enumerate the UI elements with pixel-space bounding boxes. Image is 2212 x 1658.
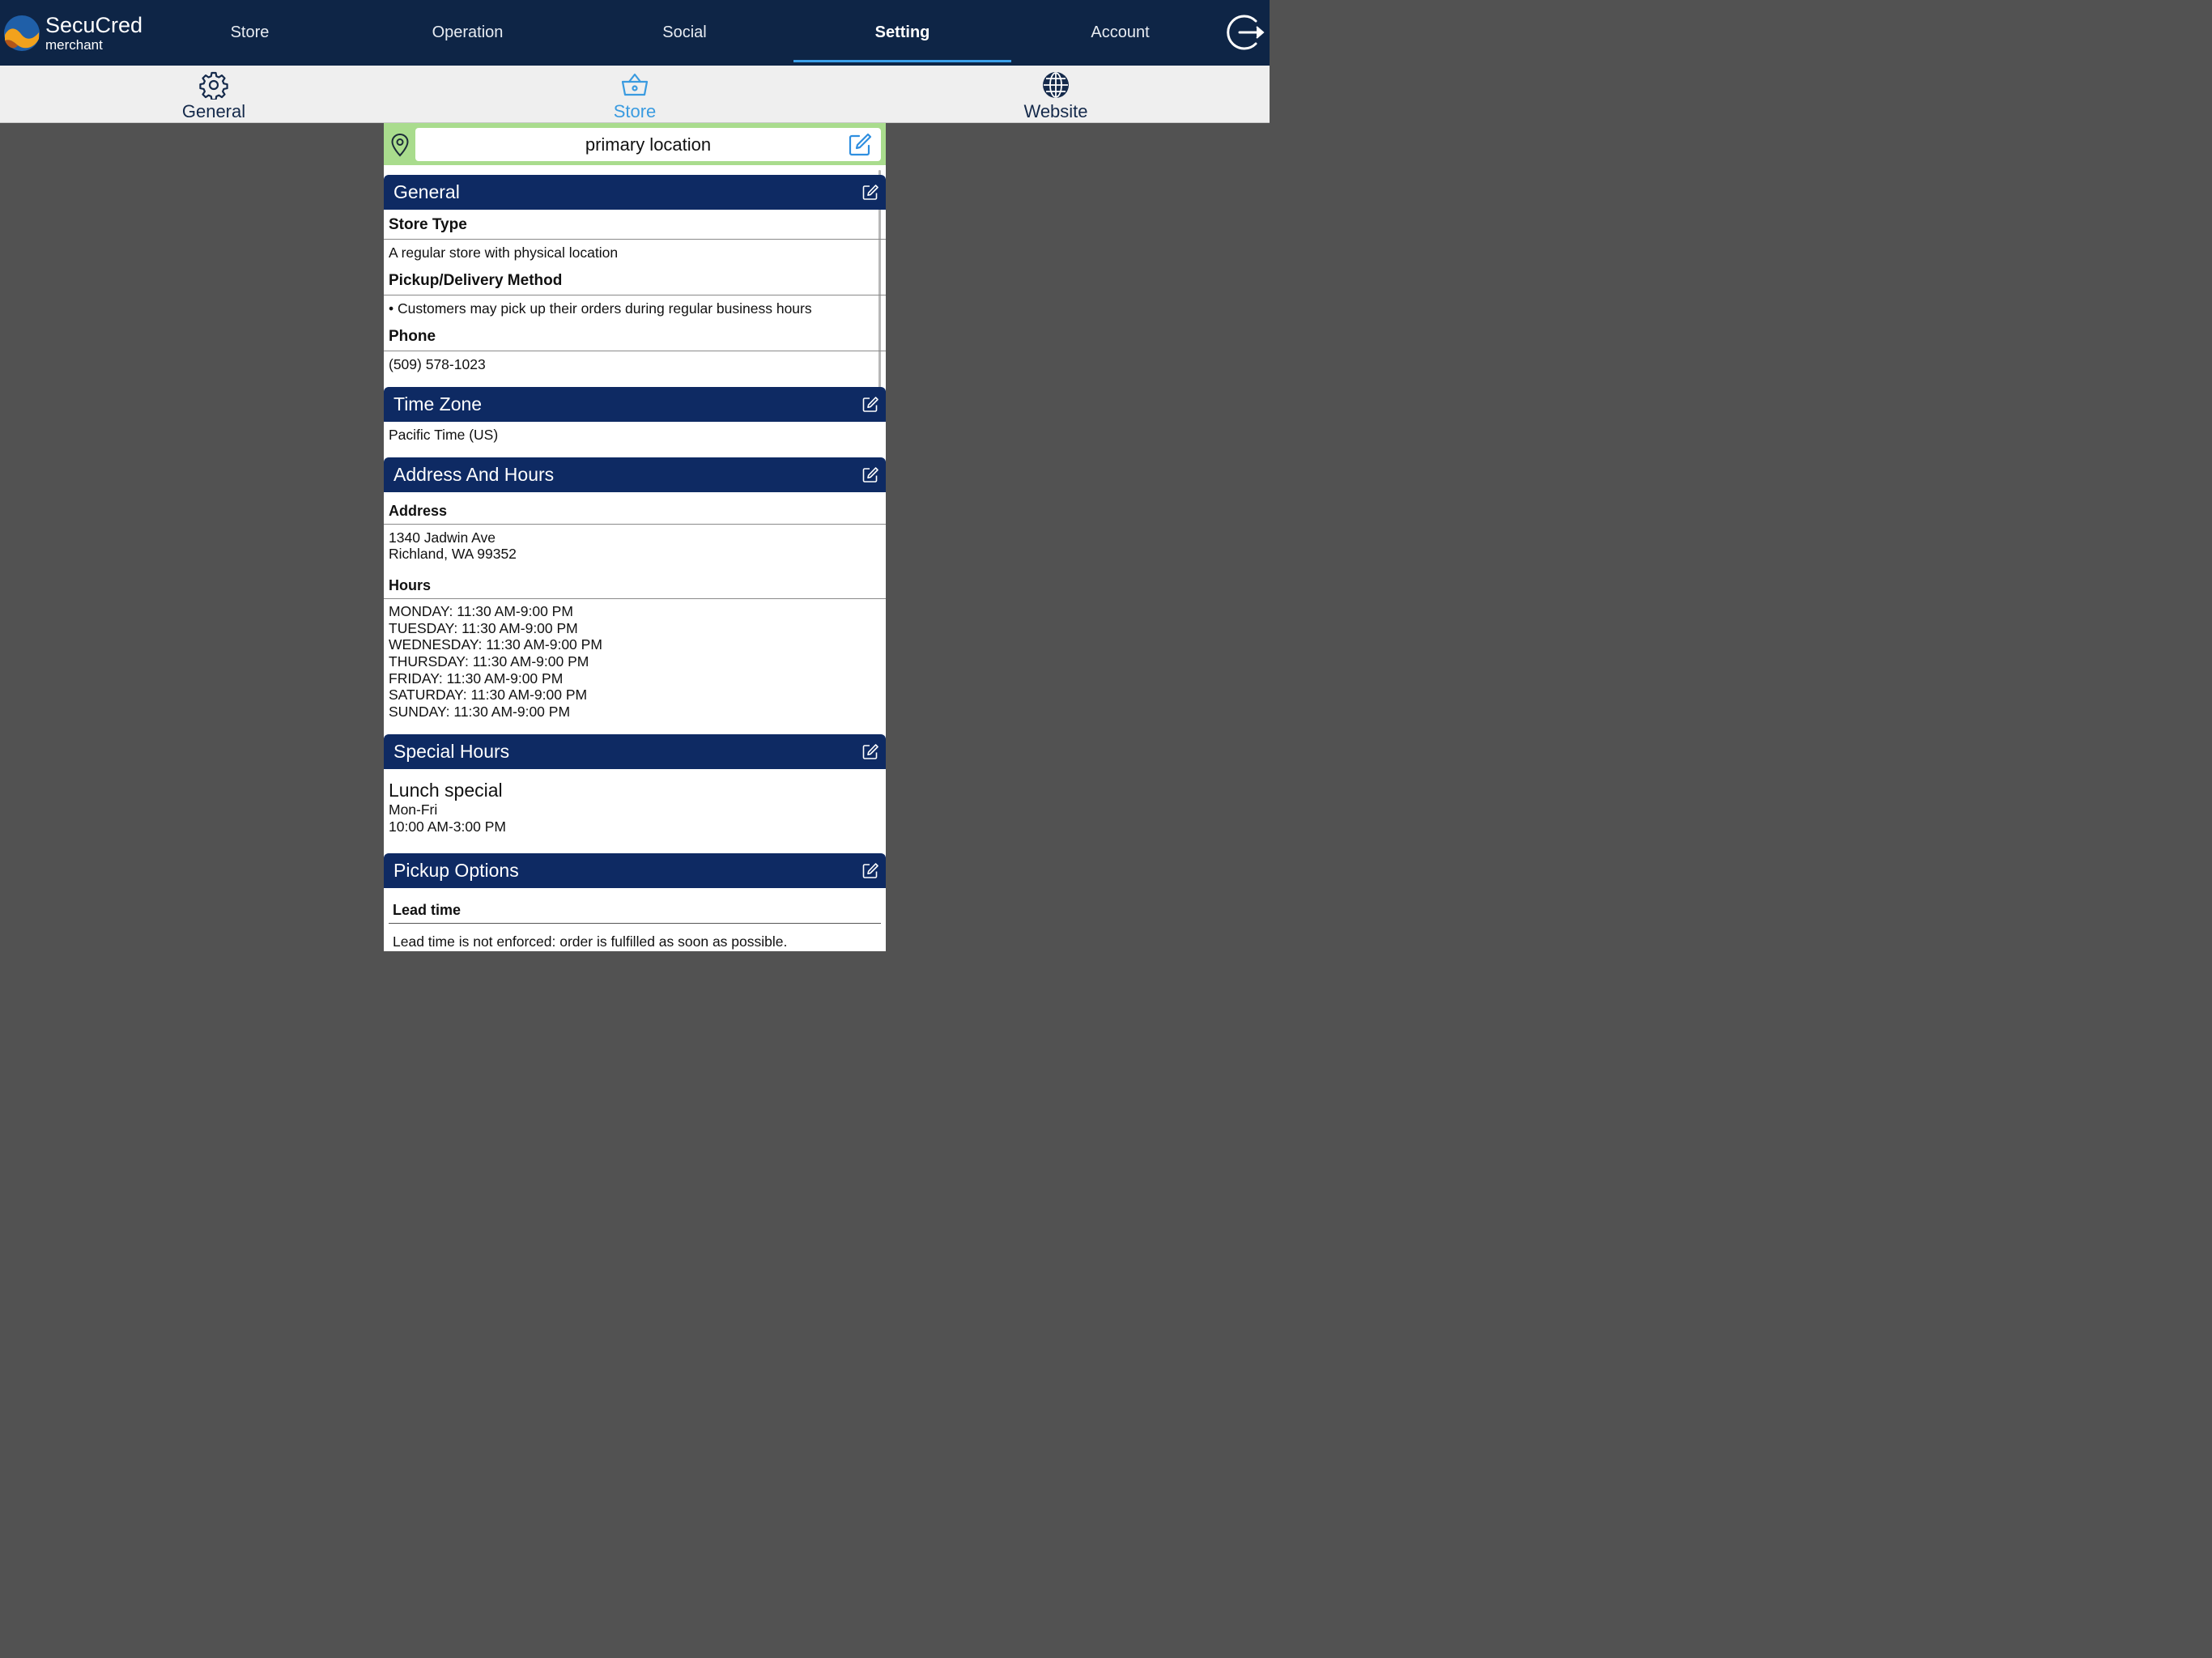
store-type-value: A regular store with physical location <box>389 244 619 261</box>
special-hours-section-title: Special Hours <box>393 741 510 762</box>
edit-address-hours-icon[interactable] <box>861 466 879 484</box>
special-hours-name: Lunch special <box>389 780 503 801</box>
gear-icon <box>199 70 228 100</box>
address-hours-section-header <box>384 457 886 492</box>
general-section-title: General <box>393 181 460 202</box>
settings-sub-navigation <box>0 66 1270 123</box>
lead-time-label: Lead time <box>389 899 881 924</box>
sub-tab-store-label: Store <box>613 101 657 121</box>
pickup-options-section-header <box>384 853 886 888</box>
sub-tab-website[interactable] <box>844 66 1267 122</box>
edit-time-zone-icon[interactable] <box>861 396 879 414</box>
top-navigation-bar <box>0 0 1270 66</box>
hours-label: Hours <box>384 574 886 599</box>
phone-label: Phone <box>384 324 886 351</box>
edit-special-hours-icon[interactable] <box>861 743 879 761</box>
store-type-label: Store Type <box>384 212 886 240</box>
location-name-field[interactable] <box>415 128 881 161</box>
globe-icon <box>1041 70 1070 100</box>
brand-name: SecuCred <box>45 13 143 37</box>
time-zone-section-title: Time Zone <box>393 393 483 414</box>
time-zone-section-header <box>384 387 886 422</box>
nav-tab-store[interactable]: Store <box>230 23 270 41</box>
hours-thursday: THURSDAY: 11:30 AM-9:00 PM <box>389 653 589 670</box>
time-zone-value: Pacific Time (US) <box>389 427 499 443</box>
address-hours-section-title: Address And Hours <box>393 464 555 485</box>
hours-friday: FRIDAY: 11:30 AM-9:00 PM <box>389 670 564 687</box>
hours-wednesday: WEDNESDAY: 11:30 AM-9:00 PM <box>389 636 602 653</box>
special-hours-section-header <box>384 734 886 769</box>
pickup-delivery-label: Pickup/Delivery Method <box>384 268 886 295</box>
nav-tab-operation[interactable]: Operation <box>432 23 504 41</box>
brand <box>45 13 143 53</box>
location-selector-bar <box>384 123 886 165</box>
logout-icon[interactable] <box>1227 14 1267 51</box>
sub-tab-general[interactable] <box>2 66 425 122</box>
edit-general-icon[interactable] <box>861 184 879 202</box>
pickup-options-section-title: Pickup Options <box>393 860 519 881</box>
location-pin-icon <box>390 133 410 157</box>
secucred-logo <box>3 15 40 52</box>
hours-tuesday: TUESDAY: 11:30 AM-9:00 PM <box>389 620 578 636</box>
hours-saturday: SATURDAY: 11:30 AM-9:00 PM <box>389 687 588 703</box>
pickup-delivery-value: • Customers may pick up their orders during regular business hours <box>389 300 812 317</box>
store-settings-panel <box>384 123 886 951</box>
hours-monday: MONDAY: 11:30 AM-9:00 PM <box>389 603 573 619</box>
lead-time-value: Lead time is not enforced: order is fulfilled as soon as possible. <box>393 933 788 950</box>
nav-tab-account[interactable]: Account <box>1091 23 1150 41</box>
nav-tab-social[interactable]: Social <box>662 23 707 41</box>
address-label: Address <box>384 500 886 525</box>
location-name: primary location <box>585 134 712 155</box>
sub-tab-website-label: Website <box>1023 101 1088 121</box>
nav-tab-setting[interactable]: Setting <box>793 0 1011 66</box>
address-line-1: 1340 Jadwin Ave <box>389 529 496 546</box>
special-hours-days: Mon-Fri <box>389 801 438 818</box>
special-hours-time: 10:00 AM-3:00 PM <box>389 818 506 835</box>
phone-value: (509) 578-1023 <box>389 356 486 372</box>
edit-pickup-options-icon[interactable] <box>861 862 879 880</box>
sub-tab-store[interactable] <box>423 66 846 122</box>
sub-tab-general-label: General <box>181 101 246 121</box>
brand-subtitle: merchant <box>45 37 103 53</box>
address-line-2: Richland, WA 99352 <box>389 546 517 562</box>
general-section-header <box>384 175 886 210</box>
hours-sunday: SUNDAY: 11:30 AM-9:00 PM <box>389 704 571 720</box>
basket-icon <box>620 70 649 100</box>
edit-location-icon[interactable] <box>847 132 873 158</box>
